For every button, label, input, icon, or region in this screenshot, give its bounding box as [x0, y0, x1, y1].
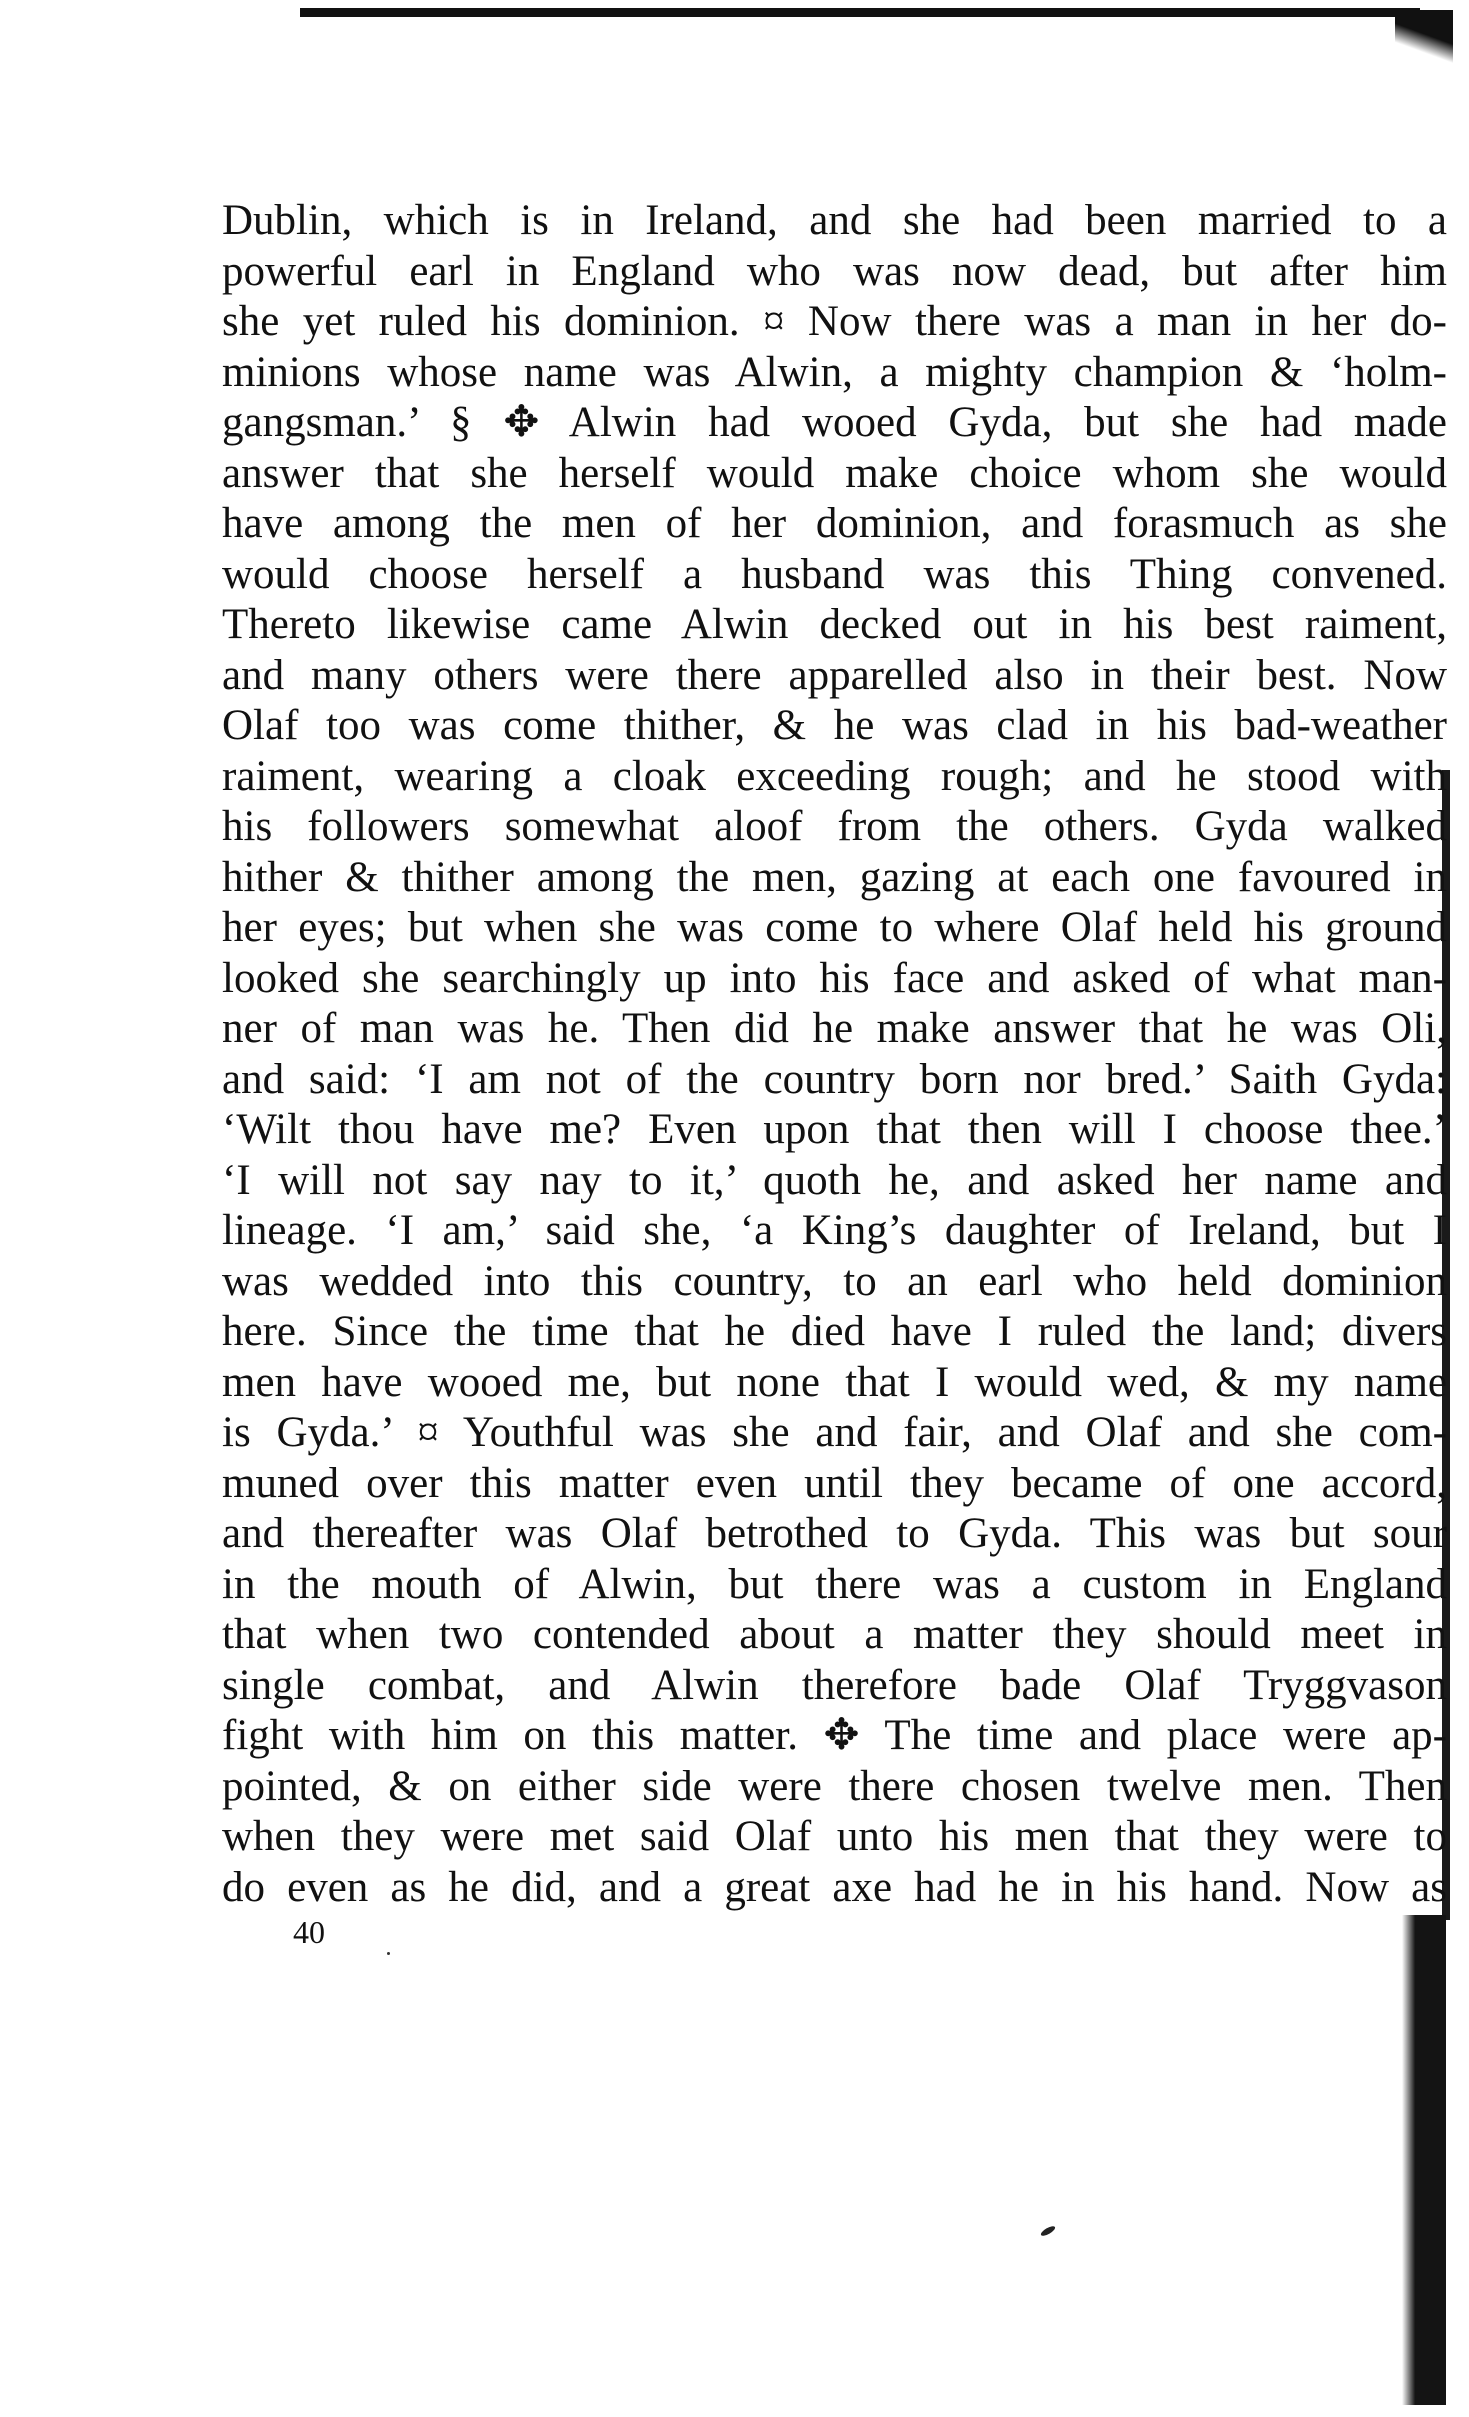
text-line: raiment, wearing a cloak exceeding rough; and he stood with: [222, 752, 1447, 800]
scan-edge-corner: [1395, 10, 1453, 65]
scan-speck: [387, 1952, 390, 1955]
text-line: ‘Wilt thou have me? Even upon that then will I choose thee.’: [222, 1106, 1447, 1153]
text-line: Dublin, which is in Ireland, and she had been married to a: [222, 197, 1447, 244]
scan-edge-top: [300, 8, 1420, 17]
text-line: have among the men of her dominion, and forasmuch as she: [222, 500, 1447, 547]
text-line: that when two contended about a matter they should meet in: [222, 1611, 1447, 1658]
text-line: and thereafter was Olaf betrothed to Gyda. This was but sour: [222, 1510, 1447, 1557]
text-line: fight with him on this matter. ✥ The time and place were ap-: [222, 1712, 1447, 1759]
text-line: ‘I will not say nay to it,’ quoth he, and asked her name and: [222, 1156, 1447, 1204]
text-line: here. Since the time that he died have I ruled the land; divers: [222, 1308, 1447, 1355]
text-line: ner of man was he. Then did he make answer that he was Oli,: [222, 1005, 1447, 1052]
text-line: when they were met said Olaf unto his men that they were to: [222, 1813, 1447, 1860]
text-line: and many others were there apparelled also in their best. Now: [222, 651, 1447, 699]
text-line: pointed, & on either side were there chosen twelve men. Then: [222, 1762, 1447, 1810]
page-number: 40: [293, 1914, 325, 1950]
text-line: answer that she herself would make choice whom she would: [222, 449, 1447, 497]
text-line: in the mouth of Alwin, but there was a custom in England: [222, 1560, 1447, 1608]
scan-edge-right-blot: [1402, 1915, 1446, 2405]
text-line: powerful earl in England who was now dead, but after him: [222, 247, 1447, 295]
text-line: hither & thither among the men, gazing at each one favoured in: [222, 853, 1447, 901]
text-line: muned over this matter even until they became of one accord,: [222, 1459, 1447, 1507]
text-line: gangsman.’ § ✥ Alwin had wooed Gyda, but she had made: [222, 399, 1447, 446]
text-line: do even as he did, and a great axe had he in his hand. Now as: [222, 1863, 1447, 1911]
text-line: lineage. ‘I am,’ said she, ‘a King’s daughter of Ireland, but I: [222, 1207, 1447, 1254]
scan-speck: [1040, 2224, 1057, 2237]
text-line: men have wooed me, but none that I would wed, & my name: [222, 1358, 1447, 1406]
text-line: would choose herself a husband was this Thing convened.: [222, 550, 1447, 598]
text-line: Olaf too was come thither, & he was clad in his bad-weather: [222, 702, 1447, 749]
text-line: his followers somewhat aloof from the others. Gyda walked: [222, 803, 1447, 850]
body-text: [222, 196, 1447, 1913]
text-line: single combat, and Alwin therefore bade Olaf Tryggvason: [222, 1661, 1447, 1709]
text-line: she yet ruled his dominion. ¤ Now there was a man in her do-: [222, 298, 1447, 345]
text-line: is Gyda.’ ¤ Youthful was she and fair, and Olaf and she com-: [222, 1409, 1447, 1456]
text-line: Thereto likewise came Alwin decked out in his best raiment,: [222, 601, 1447, 648]
text-line: was wedded into this country, to an earl who held dominion: [222, 1257, 1447, 1305]
text-line: minions whose name was Alwin, a mighty champion & ‘holm-: [222, 348, 1447, 396]
text-line: looked she searchingly up into his face and asked of what man-: [222, 954, 1447, 1002]
text-line: her eyes; but when she was come to where Olaf held his ground: [222, 904, 1447, 951]
text-line: and said: ‘I am not of the country born nor bred.’ Saith Gyda:: [222, 1055, 1447, 1103]
